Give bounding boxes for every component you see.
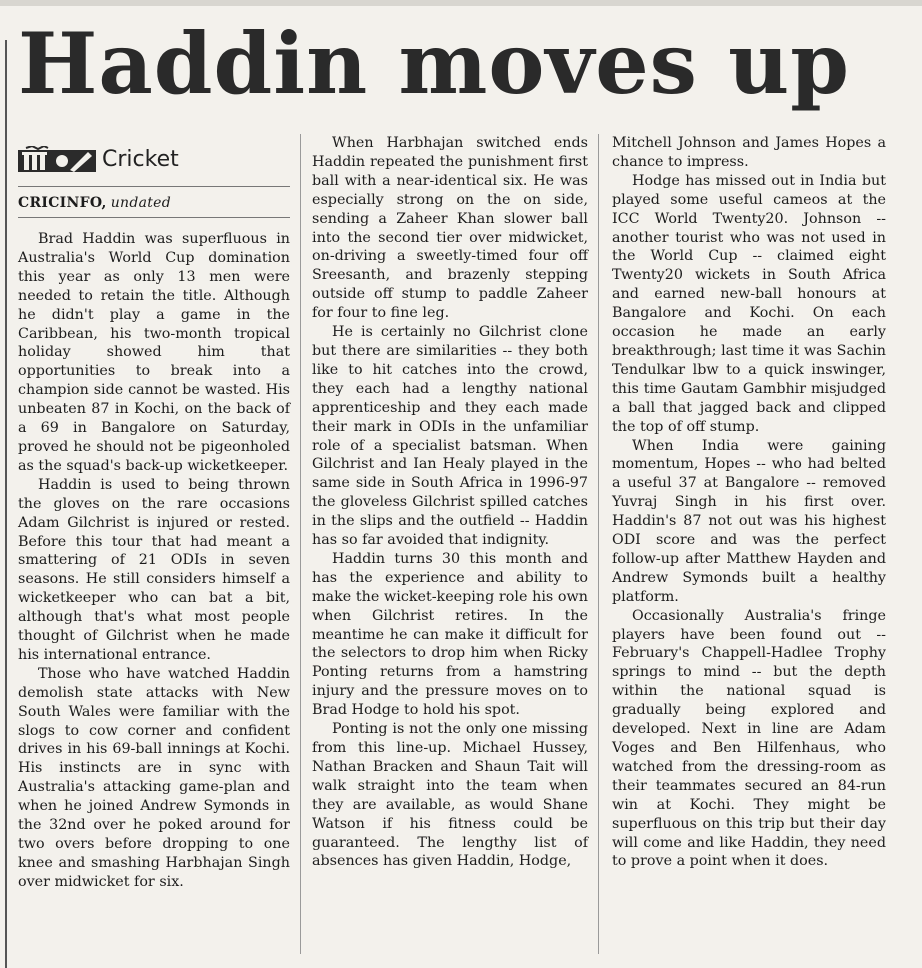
dateline [18, 195, 290, 211]
article-column-2 [312, 134, 588, 871]
paragraph: Haddin is used to being thrown the gloves on the rare occasions Adam Gilchrist is injured or rested. Before this tour that had meant a smattering of 21 ODIs in seven seasons. He still considers himself a wicketkeeper who can bat a bit, although that's what most people thought of Gilchrist when he made his international entrance. [18, 476, 290, 663]
top-border [0, 0, 922, 6]
paragraph-continuation: Mitchell Johnson and James Hopes a chance to impress. [612, 135, 886, 170]
column-divider [300, 134, 301, 954]
paragraph: Haddin turns 30 this month and has the experience and ability to make the wicket-keeping role his own when Gilchrist retires. In the meantime he can make it difficult for the selectors to drop him when Ricky Ponting returns from a hamstring injury and the pressure moves on to Brad Hodge to hold his spot. [312, 550, 588, 719]
paragraph: When India were gaining momentum, Hopes -- who had belted a useful 37 at Bangalore -- removed Yuvraj Singh in his first over. Haddin's 87 not out was his highest ODI score and was the perfect follow-up after Matthew Hayden and Andrew Symonds built a healthy platform. [612, 437, 886, 605]
source-credit: CRICINFO, [18, 195, 107, 211]
paragraph: Brad Haddin was superfluous in Australia's World Cup domination this year as only 13 men were needed to retain the title. Although he didn't play a game in the Caribbean, his two-month tropical holiday showed him that opportunities to break into a champion side cannot be wasted. His unbeaten 87 in Kochi, on the back of a 69 in Bangalore on Saturday, proved he should not be pigeonholed as the squad's back-up wicketkeeper. [18, 231, 290, 474]
section-label: Cricket [102, 146, 179, 172]
paragraph: Hodge has missed out in India but played some useful cameos at the ICC World Twenty20. Johnson -- another tourist who was not used in the World Cup -- claimed eight Twenty20 wickets in South Africa and earned new-ball honours at Bangalore and Kochi. On each occasion he made an early breakthrough; last time it was Sachin Tendulkar lbw to a quick inswinger, this time Gautam Gambhir misjudged a ball that jagged back and clipped the top of off stump. [612, 172, 886, 435]
paragraph: Occasionally Australia's fringe players have been found out -- February's Chappell-Hadlee Trophy springs to mind -- but the depth within the national squad is gradually being explored and developed. Next in line are Adam Voges and Ben Hilfenhaus, who watched from the dressing-room as their teammates secured an 84-run win at Kochi. They might be superfluous on this trip but their day will come and like Haddin, they need to prove a point when it does. [612, 607, 886, 870]
cricket-icon [18, 146, 96, 172]
paragraph: When Harbhajan switched ends Haddin repeated the punishment first ball with a near-identical six. He was especially strong on the on side, sending a Zaheer Khan slower ball into the second tier over midwicket, on-driving a sweetly-timed four off Sreesanth, and brazenly stepping outside off stump to paddle Zaheer for four to fine leg. [312, 135, 588, 322]
date-label: undated [110, 195, 172, 211]
article-column-1 [18, 134, 290, 892]
article-column-3 [612, 134, 886, 871]
section-header [18, 142, 290, 176]
column-divider [598, 134, 599, 954]
divider [18, 186, 290, 187]
paragraph: Those who have watched Haddin demolish state attacks with New South Wales were familiar with the slogs to cow corner and confident drives in his 69-ball innings at Kochi. His instincts are in sync with Australia's attacking game-plan and when he joined Andrew Symonds in the 32nd over he poked around for two overs before dropping to one knee and smashing Harbhajan Singh over midwicket for six. [18, 665, 290, 890]
paragraph: Ponting is not the only one missing from this line-up. Michael Hussey, Nathan Bracken and Shaun Tait will walk straight into the team when they are available, as would Shane Watson if his fitness could be guaranteed. The lengthy list of absences has given Haddin, Hodge, [312, 721, 588, 870]
left-border [5, 40, 7, 968]
headline: Haddin moves up [18, 14, 850, 113]
paragraph: He is certainly no Gilchrist clone but there are similarities -- they both like to hit catches into the crowd, they each had a lengthy national apprenticeship and they each made their mark in ODIs in the unfamiliar role of a specialist batsman. When Gilchrist and Ian Healy played in the same side in South Africa in 1996-97 the gloveless Gilchrist spilled catches in the slips and the outfield -- Haddin has so far avoided that indignity. [312, 324, 588, 549]
divider [18, 217, 290, 218]
